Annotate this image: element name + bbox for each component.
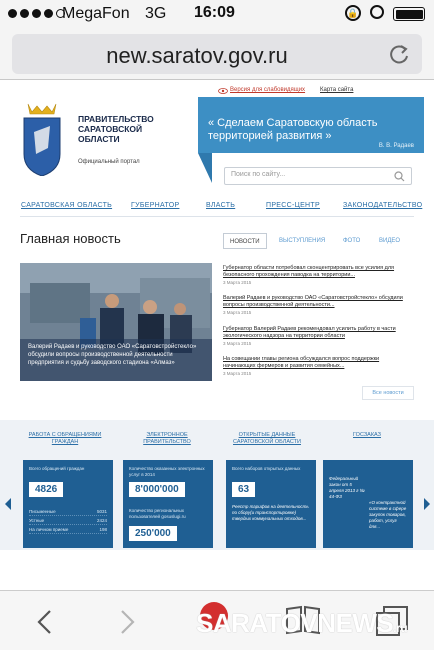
all-news-button[interactable]: Все новости xyxy=(362,386,414,400)
watermark xyxy=(196,608,407,639)
service-title-procurement[interactable]: ГОСЗАКАЗ xyxy=(353,432,381,438)
governor-quote-banner xyxy=(198,97,424,153)
coat-of-arms-icon[interactable] xyxy=(20,96,64,176)
service-card-open-data[interactable] xyxy=(226,460,316,548)
list-item[interactable] xyxy=(223,265,413,285)
card-value: 4826 xyxy=(29,482,63,497)
service-title-egov[interactable]: ЭЛЕКТРОННОЕ ПРАВИТЕЛЬСТВО xyxy=(143,432,191,445)
card-value: 8'000'000 xyxy=(129,482,185,497)
main-news-photo[interactable] xyxy=(20,263,212,381)
battery-icon xyxy=(393,7,425,21)
services-section xyxy=(0,420,434,550)
watermark-tld: .ru xyxy=(393,621,408,635)
card-row: На личном приеме 198 xyxy=(29,525,107,534)
card-subheader: Количество региональных пользователей gosuslugi.ru xyxy=(129,508,186,519)
rotation-lock-icon: 🔒 xyxy=(345,5,361,21)
carousel-prev-icon[interactable] xyxy=(3,497,13,511)
news-title[interactable]: На совещании главы региона обсуждался вопрос поддержки начинающих фермеров и развития семейных... xyxy=(223,356,380,369)
card-row: Письменные 5031 xyxy=(29,507,107,516)
service-card-procurement[interactable] xyxy=(323,460,413,548)
government-title[interactable]: ПРАВИТЕЛЬСТВО САРАТОВСКОЙ ОБЛАСТИ xyxy=(78,114,154,144)
news-title[interactable]: Губернатор области потребовал сконцентрировать все усилия для безопасного прохождения паводка на территории... xyxy=(223,265,395,278)
accessibility-version-link[interactable]: Версия для слабовидящих xyxy=(230,87,306,93)
main-news-heading: Главная новость xyxy=(20,231,121,246)
card-row: Устные 2424 xyxy=(29,516,107,525)
news-title[interactable]: Валерий Радаев и руководство ОАО «Саратовстройстекло» обсудили вопросы производственной деятельности... xyxy=(223,295,403,308)
card-note-right: «О контрактной системе в сфере закупок товаров, работ, услуг для... xyxy=(369,500,407,529)
card-value: 63 xyxy=(232,482,255,497)
news-tabs xyxy=(223,233,413,249)
main-navigation xyxy=(0,198,434,218)
ios-status-bar xyxy=(0,0,434,28)
signal-strength-icon xyxy=(8,9,65,18)
nav-divider xyxy=(20,216,414,217)
news-date: 3 Марта 2015 xyxy=(223,341,252,346)
card-note: Реестр тарифов на деятельность по сбору(и транспортировке) твердых коммунальных отходов... xyxy=(232,504,309,521)
back-icon[interactable] xyxy=(36,609,52,635)
search-placeholder: Поиск по сайту... xyxy=(231,171,286,178)
nav-item-governor[interactable]: ГУБЕРНАТОР xyxy=(131,202,180,209)
card-note-left: Федеральный закон от 5 апреля 2013 г № 44-ФЗ xyxy=(329,476,365,499)
url-text[interactable]: new.saratov.gov.ru xyxy=(106,43,288,68)
tab-video[interactable]: ВИДЕО xyxy=(379,238,401,244)
sitemap-link[interactable]: Карта сайта xyxy=(320,87,354,93)
reload-icon[interactable] xyxy=(388,43,410,65)
news-date: 3 Марта 2015 xyxy=(223,371,252,376)
network-type: 3G xyxy=(145,5,167,22)
nav-item-press-center[interactable]: ПРЕСС-ЦЕНТР xyxy=(266,202,320,209)
watermark-brand: SARATOVNEWS xyxy=(196,608,394,638)
forward-icon[interactable] xyxy=(120,609,136,635)
search-icon[interactable] xyxy=(394,171,405,182)
news-date: 3 Марта 2015 xyxy=(223,280,252,285)
news-date: 3 Марта 2015 xyxy=(223,310,252,315)
card-rows xyxy=(29,507,107,534)
banner-tail-shape xyxy=(198,153,212,183)
carousel-next-icon[interactable] xyxy=(422,497,432,511)
portal-subtitle: Официальный портал xyxy=(78,159,140,165)
site-header xyxy=(0,81,434,191)
browser-address-bar xyxy=(0,28,434,80)
nav-item-region[interactable]: САРАТОВСКАЯ ОБЛАСТЬ xyxy=(21,202,113,209)
service-title-open-data[interactable]: ОТКРЫТЫЕ ДАННЫЕ САРАТОВСКОЙ ОБЛАСТИ xyxy=(233,432,301,445)
main-news-caption[interactable]: Валерий Радаев и руководство ОАО «Саратовстройстекло» обсудили вопросы производственной деятельности предприятия и судьбу заводского стадиона «Алмаз» xyxy=(20,339,212,381)
list-item[interactable] xyxy=(223,326,413,346)
banner-author: В. В. Радаев xyxy=(378,143,414,149)
tab-news[interactable]: НОВОСТИ xyxy=(223,233,267,249)
url-field[interactable] xyxy=(12,34,422,74)
eye-icon xyxy=(218,88,228,94)
service-card-appeals[interactable] xyxy=(23,460,113,548)
list-item[interactable] xyxy=(223,295,413,315)
alarm-icon xyxy=(370,5,384,19)
banner-quote: « Сделаем Саратовскую область территорией развития » xyxy=(208,117,378,142)
tab-speeches[interactable]: ВЫСТУПЛЕНИЯ xyxy=(279,238,326,244)
service-card-egov[interactable] xyxy=(123,460,213,548)
card-header: Всего наборов открытых данных xyxy=(232,466,301,471)
tab-photo[interactable]: ФОТО xyxy=(343,238,361,244)
card-header: Всего обращений граждан xyxy=(29,466,85,471)
search-input[interactable] xyxy=(224,167,412,185)
nav-item-legislation[interactable]: ЗАКОНОДАТЕЛЬСТВО xyxy=(343,202,423,209)
card-header: Количество оказанных электронных услуг в 2014 xyxy=(129,466,205,477)
news-title[interactable]: Губернатор Валерий Радаев рекомендовал усилить работу в части экологического надзора на территории области xyxy=(223,326,396,339)
card-value-secondary: 250'000 xyxy=(129,526,177,541)
clock: 16:09 xyxy=(194,4,235,21)
nav-item-authority[interactable]: ВЛАСТЬ xyxy=(206,202,236,209)
list-item[interactable] xyxy=(223,356,413,376)
carrier-name: MegaFon xyxy=(62,5,130,22)
service-title-appeals[interactable]: РАБОТА С ОБРАЩЕНИЯМИ ГРАЖДАН xyxy=(28,432,102,445)
